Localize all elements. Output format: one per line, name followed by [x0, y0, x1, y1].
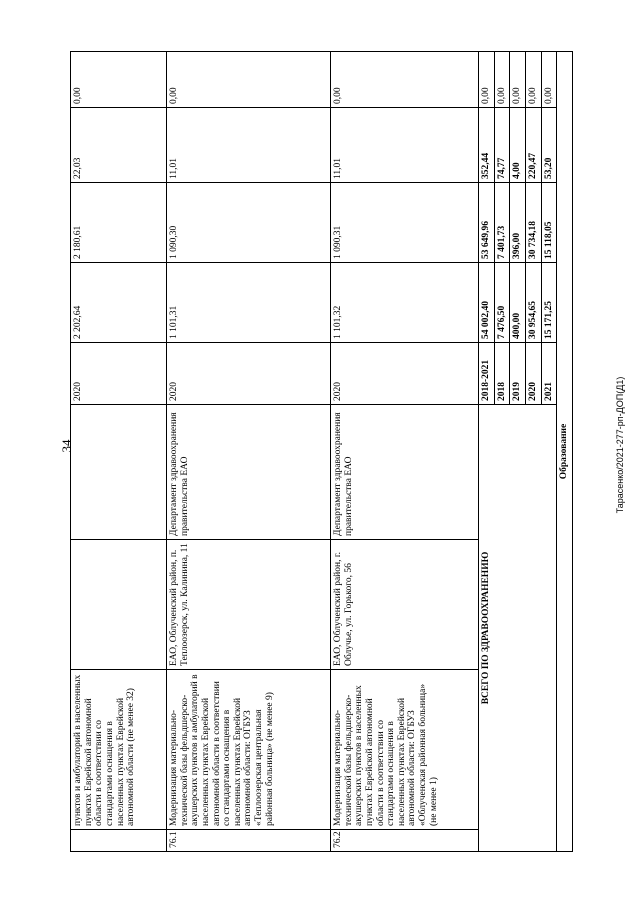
total-regional: 352,44 [479, 108, 495, 183]
total-other: 0,00 [494, 52, 510, 108]
total-other: 0,00 [541, 52, 557, 108]
row-total: 1 101,31 [167, 263, 331, 343]
row-number: 76.1 [167, 830, 331, 852]
row-name: Модернизация материально-технической базы фельдшерско-акушерских пунктов и амбулаторий в населенных пунктах Еврейской автономной области в соответствии со стандартами оснащения в населенных пунктах Еврейской автономной области: ОГБУЗ «Теплоозерская центральная районная больница» (не менее 9) [167, 670, 331, 830]
total-sum: 54 002,40 [479, 263, 495, 343]
rotated-table-wrapper [70, 52, 570, 852]
row-federal: 2 180,61 [71, 183, 167, 263]
row-regional: 11,01 [167, 108, 331, 183]
table-row [331, 52, 479, 852]
budget-table [70, 51, 573, 852]
total-year: 2018-2021 [479, 343, 495, 405]
row-regional: 11,01 [331, 108, 479, 183]
total-other: 0,00 [479, 52, 495, 108]
row-other: 0,00 [331, 52, 479, 108]
total-year: 2020 [525, 343, 541, 405]
total-federal: 30 734,18 [525, 183, 541, 263]
total-regional: 53,20 [541, 108, 557, 183]
row-department: Департамент здравоохранения правительства ЕАО [331, 405, 479, 540]
total-label: ВСЕГО ПО ЗДРАВООХРАНЕНИЮ [479, 405, 557, 852]
total-other: 0,00 [525, 52, 541, 108]
total-federal: 396,00 [510, 183, 526, 263]
total-year: 2019 [510, 343, 526, 405]
row-total: 1 101,32 [331, 263, 479, 343]
table-row [167, 52, 331, 852]
row-address: ЕАО, Облученский район, г. Облучье, ул. Горького, 56 [331, 540, 479, 670]
total-sum: 15 171,25 [541, 263, 557, 343]
total-sum: 400,00 [510, 263, 526, 343]
row-year: 2020 [167, 343, 331, 405]
row-number [71, 830, 167, 852]
row-regional: 22,03 [71, 108, 167, 183]
row-name: пунктов и амбулаторий в населенных пунктах Еврейской автономной области в соответствии со стандартами оснащения в населенных пунктах Еврейской автономной области (не менее 32) [71, 670, 167, 830]
row-name: Модернизация материально-технической базы фельдшерско-акушерских пунктов в населенных пунктах Еврейской автономной области в соответствии со стандартами оснащения в населенных пунктах Еврейской автономной области: ОГБУЗ «Облученская районная больница» (не менее 1) [331, 670, 479, 830]
table-row [71, 52, 167, 852]
total-sum: 7 476,50 [494, 263, 510, 343]
total-federal: 53 649,96 [479, 183, 495, 263]
row-department [71, 405, 167, 540]
row-other: 0,00 [71, 52, 167, 108]
row-address: ЕАО, Облученский район, п. Теплоозерск, ул. Калинина, 11 [167, 540, 331, 670]
row-address [71, 540, 167, 670]
row-department: Департамент здравоохранения правительства ЕАО [167, 405, 331, 540]
total-regional: 74,77 [494, 108, 510, 183]
total-other: 0,00 [510, 52, 526, 108]
total-row [479, 52, 495, 852]
row-federal: 1 090,30 [167, 183, 331, 263]
total-federal: 15 118,05 [541, 183, 557, 263]
row-year: 2020 [71, 343, 167, 405]
section-heading: Образование [557, 52, 573, 852]
row-federal: 1 090,31 [331, 183, 479, 263]
document-footer: Тарасенко/2021-277-рп-ДОП(Д1) [615, 376, 625, 514]
total-year: 2021 [541, 343, 557, 405]
total-regional: 220,47 [525, 108, 541, 183]
total-sum: 30 954,65 [525, 263, 541, 343]
row-year: 2020 [331, 343, 479, 405]
total-year: 2018 [494, 343, 510, 405]
page-number: 34 [59, 439, 74, 453]
total-federal: 7 401,73 [494, 183, 510, 263]
row-number: 76.2 [331, 830, 479, 852]
row-total: 2 202,64 [71, 263, 167, 343]
total-regional: 4,00 [510, 108, 526, 183]
section-row [557, 52, 573, 852]
row-other: 0,00 [167, 52, 331, 108]
